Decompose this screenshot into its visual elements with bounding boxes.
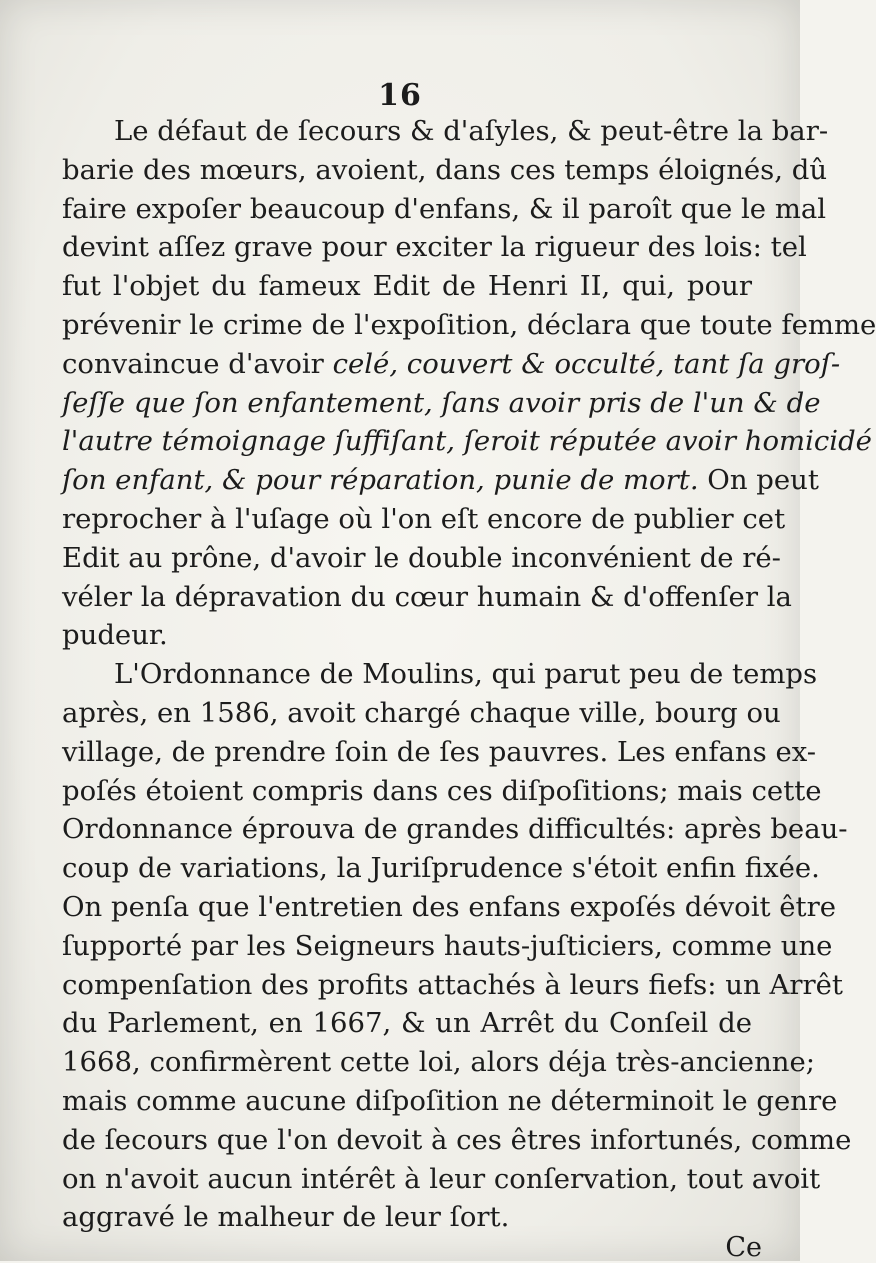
text-line: reprocher à l'uſage où l'on eſt encore de publier cet [62,502,786,535]
text-line: aggravé le malheur de leur ſort. [62,1201,510,1234]
text-line: mais comme aucune diſpoſition ne déterminoit le genre [62,1084,838,1117]
text-segment: convaincue d'avoir [62,347,333,380]
text-line: poſés étoient compris dans ces diſpoſitions; mais cette [62,774,822,807]
text-line: véler la dépravation du cœur humain & d'offenſer la [62,580,792,613]
text-line: barie des mœurs, avoient, dans ces temps éloignés, dû [62,153,828,186]
italic-quote: l'autre témoignage ſuffiſant, ſeroit réputée avoir homicidé [62,425,872,458]
text-line [62,345,841,384]
text-line: après, en 1586, avoit chargé chaque ville, bourg ou [62,696,781,729]
text-segment: On peut [698,464,819,497]
text-line: prévenir le crime de l'expoſition, déclara que toute femme [62,308,876,341]
catchword: Ce [725,1232,762,1263]
text-line: ſupporté par les Seigneurs hauts-juſticiers, comme une [62,929,833,962]
text-line: pudeur. [62,619,168,652]
body-text [62,112,876,1237]
text-line [62,461,819,500]
text-line: coup de variations, la Juriſprudence s'étoit enfin fixée. [62,852,820,885]
text-line: fut l'objet du fameux Edit de Henri II, qui, pour [62,270,752,303]
text-line: L'Ordonnance de Moulins, qui parut peu de temps [114,658,818,691]
text-line: 1668, confirmèrent cette loi, alors déja très-ancienne; [62,1046,816,1079]
italic-quote: ſon enfant, & pour réparation, punie de mort. [62,464,699,497]
italic-quote: ſeſſe que ſon enfantement, ſans avoir pris de l'un & de [62,386,821,419]
text-line: faire expoſer beaucoup d'enfans, & il paroît que le mal [62,192,827,225]
text-line: du Parlement, en 1667, & un Arrêt du Conſeil de [62,1007,752,1040]
text-line: On penſa que l'entretien des enfans expoſés dévoit être [62,890,837,923]
text-line: Le défaut de ſecours & d'aſyles, & peut-être la bar- [114,115,829,147]
text-line: Edit au prône, d'avoir le double inconvénient de ré- [62,541,781,574]
text-line: devint aſſez grave pour exciter la rigueur des lois: tel [62,231,807,264]
text-line: Ordonnance éprouva de grandes difficultés: après beau- [62,813,848,846]
text-line: de ſecours que l'on devoit à ces êtres infortunés, comme [62,1123,852,1156]
text-line: on n'avoit aucun intérêt à leur conſervation, tout avoit [62,1162,821,1195]
text-line: village, de prendre ſoin de ſes pauvres. Les enfans ex- [62,735,817,768]
italic-quote: celé, couvert & occulté, tant ſa groſ- [332,347,841,380]
text-line: compenſation des profits attachés à leurs fiefs: un Arrêt [62,968,843,1001]
page-number: 16 [378,78,422,113]
